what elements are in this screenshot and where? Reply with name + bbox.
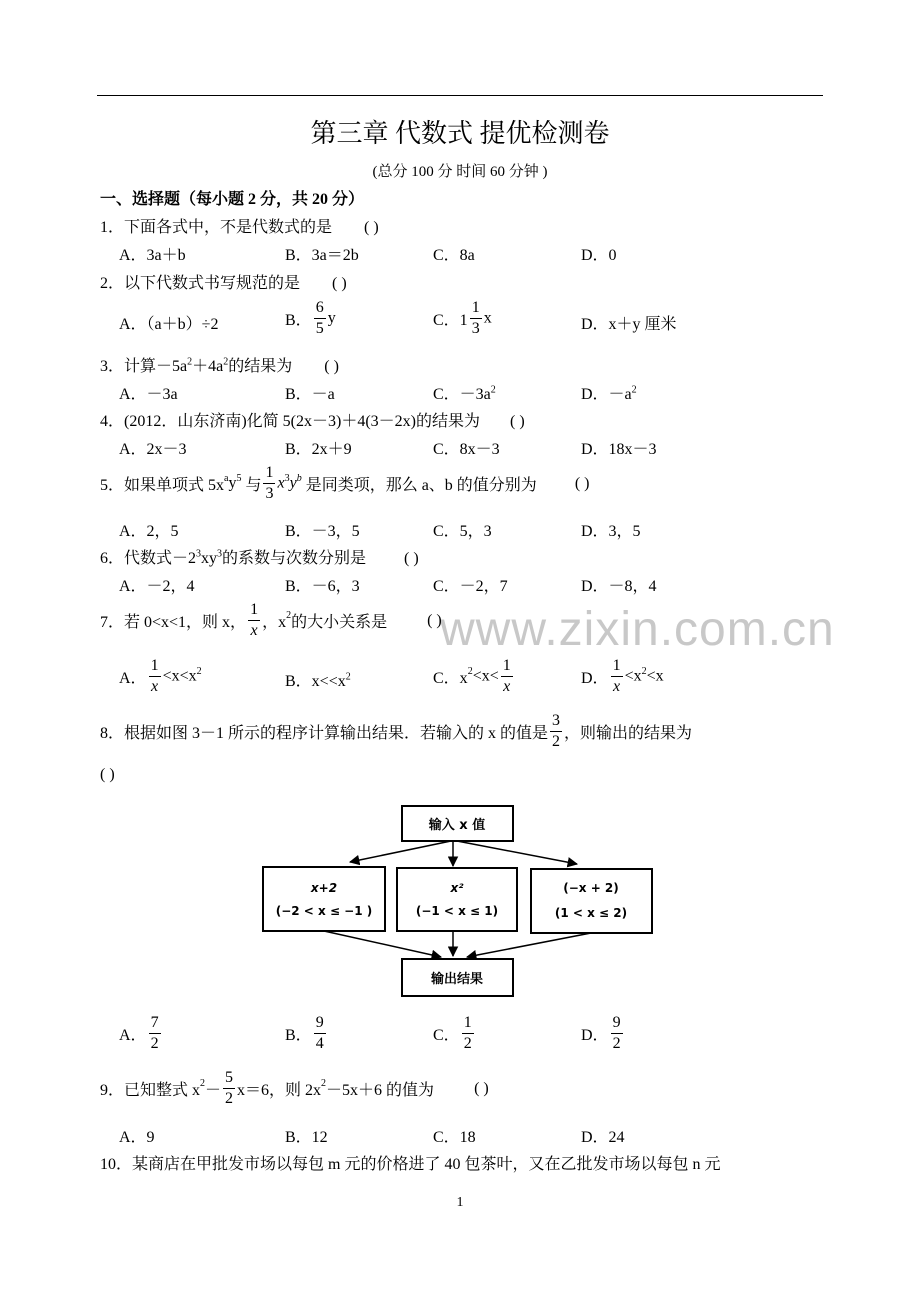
exponent: 2 bbox=[490, 384, 496, 396]
q4-option-d: D．18x－3 bbox=[581, 441, 657, 458]
answer-paren: ( ) bbox=[364, 219, 379, 236]
denominator: 2 bbox=[150, 1035, 159, 1052]
answer-paren: ( ) bbox=[404, 550, 419, 567]
option-text: <x< bbox=[472, 667, 499, 685]
stem-part: 的大小关系是 bbox=[291, 614, 388, 631]
q1-option-d: D．0 bbox=[581, 247, 617, 264]
variable: x bbox=[483, 309, 492, 327]
denominator: x bbox=[613, 678, 621, 695]
option-label: D． bbox=[581, 670, 609, 687]
option-text: D．－a bbox=[581, 386, 632, 403]
q1-option-c: C．8a bbox=[433, 247, 475, 264]
answer-paren: ( ) bbox=[509, 413, 525, 430]
top-rule bbox=[97, 95, 823, 96]
question-5 bbox=[100, 463, 589, 504]
q8-option-c bbox=[433, 1013, 476, 1054]
numerator: 6 bbox=[314, 298, 326, 319]
watermark: www.zixin.com.cn bbox=[440, 603, 835, 656]
fraction bbox=[248, 600, 260, 641]
q9-option-a: A．9 bbox=[119, 1129, 155, 1146]
exponent: 3 bbox=[196, 548, 202, 560]
arrow-merge-right bbox=[467, 933, 591, 957]
stem-part: － bbox=[205, 1082, 222, 1099]
branch-box-2 bbox=[397, 868, 517, 931]
fraction bbox=[470, 298, 482, 339]
option-text: <x<x bbox=[162, 667, 197, 685]
denominator: x bbox=[151, 678, 159, 695]
flowchart-figure bbox=[255, 800, 670, 1005]
fraction bbox=[462, 1013, 474, 1054]
fraction bbox=[263, 463, 275, 504]
option-label: A． bbox=[119, 670, 147, 687]
q1-option-a: A．3a＋b bbox=[119, 247, 186, 264]
option-text: B．x<<x bbox=[285, 673, 346, 690]
stem-part: 5．如果单项式 5x bbox=[100, 477, 225, 494]
q2-option-c bbox=[433, 298, 492, 339]
denominator: 2 bbox=[552, 733, 561, 750]
branch-box-1 bbox=[263, 867, 385, 931]
branch-3-expr: (−x + 2) bbox=[563, 881, 619, 895]
stem-part: ，x bbox=[262, 614, 287, 631]
option-text: <x bbox=[646, 667, 664, 685]
numerator: 1 bbox=[149, 656, 161, 677]
fraction bbox=[314, 298, 326, 339]
exponent: 2 bbox=[641, 665, 647, 677]
numerator: 1 bbox=[248, 600, 260, 621]
answer-paren: ( ) bbox=[474, 1079, 489, 1097]
question-stem: 1．下面各式中，不是代数式的是 bbox=[100, 219, 333, 236]
stem-part: xy bbox=[201, 550, 218, 567]
q7-option-a bbox=[119, 656, 202, 697]
option-label: C． bbox=[433, 1027, 460, 1044]
option-label: A． bbox=[119, 1027, 147, 1044]
option-label: C．x bbox=[433, 670, 468, 687]
answer-paren: ( ) bbox=[427, 611, 442, 629]
arrow-merge-left bbox=[324, 931, 441, 957]
denominator: x bbox=[503, 678, 511, 695]
variable: x bbox=[277, 474, 285, 492]
q7-option-c bbox=[433, 656, 515, 697]
stem-part: ＋4a bbox=[192, 358, 224, 375]
exponent: 2 bbox=[345, 671, 351, 683]
q8-option-d bbox=[581, 1013, 625, 1054]
stem-part: 与 bbox=[241, 477, 262, 494]
stem-part: 8．根据如图 3－1 所示的程序计算输出结果．若输入的 x 的值是 bbox=[100, 725, 549, 742]
q4-option-b: B．2x＋9 bbox=[285, 441, 352, 458]
question-6 bbox=[100, 545, 419, 568]
fraction bbox=[611, 1013, 623, 1054]
answer-paren: ( ) bbox=[324, 358, 339, 375]
question-2 bbox=[100, 270, 347, 293]
branch-2-expr: x² bbox=[450, 881, 464, 895]
numerator: 9 bbox=[314, 1013, 326, 1034]
stem-part: ，则输出的结果为 bbox=[564, 725, 693, 742]
option-label: B． bbox=[285, 1027, 312, 1044]
stem-part: 7．若 0<x<1，则 x， bbox=[100, 614, 247, 631]
answer-paren: ( ) bbox=[332, 275, 347, 292]
branch-box-3 bbox=[531, 869, 652, 933]
exponent: 3 bbox=[284, 472, 290, 484]
branch-2-range: (−1 < x ≤ 1) bbox=[415, 904, 499, 918]
question-stem: 4．(2012．山东济南)化简 5(2x－3)＋4(3－2x)的结果为 bbox=[100, 413, 480, 430]
numerator: 7 bbox=[149, 1013, 161, 1034]
stem-part: 3．计算－5a bbox=[100, 358, 188, 375]
output-label: 输出结果 bbox=[430, 972, 484, 987]
page-title: 第三章 代数式 提优检测卷 bbox=[310, 119, 610, 148]
question-3 bbox=[100, 353, 339, 376]
q7-option-b bbox=[285, 668, 351, 691]
numerator: 1 bbox=[501, 656, 513, 677]
q5-option-a: A．2，5 bbox=[119, 523, 179, 540]
denominator: 2 bbox=[463, 1035, 472, 1052]
question-8 bbox=[100, 711, 692, 752]
q4-option-c: C．8x－3 bbox=[433, 441, 500, 458]
numerator: 3 bbox=[550, 711, 562, 732]
q9-option-b: B．12 bbox=[285, 1129, 328, 1146]
input-label: 输入 x 值 bbox=[428, 818, 486, 833]
q8-answer-paren: ( ) bbox=[100, 766, 115, 783]
q5-option-d: D．3，5 bbox=[581, 523, 641, 540]
branch-1-range: (−2 < x ≤ −1 ) bbox=[275, 904, 373, 918]
denominator: 2 bbox=[225, 1090, 234, 1107]
stem-part: x＝6，则 2x bbox=[237, 1082, 322, 1099]
arrow-left bbox=[350, 841, 451, 862]
q1-option-b: B．3a＝2b bbox=[285, 247, 359, 264]
variable: y bbox=[289, 474, 297, 492]
arrow-right bbox=[457, 841, 577, 864]
q8-option-b bbox=[285, 1013, 328, 1054]
denominator: x bbox=[250, 622, 258, 639]
option-label: D． bbox=[581, 1027, 609, 1044]
q3-option-b: B．－a bbox=[285, 386, 335, 403]
exponent: b bbox=[296, 472, 302, 484]
q2-option-a: A．（a＋b）÷2 bbox=[119, 316, 219, 333]
q5-option-b: B．－3，5 bbox=[285, 523, 360, 540]
exponent: a bbox=[224, 472, 229, 484]
option-text: C．－3a bbox=[433, 386, 491, 403]
question-4 bbox=[100, 408, 525, 431]
fraction bbox=[550, 711, 562, 752]
exponent: 2 bbox=[200, 1077, 206, 1089]
stem-part: 9．已知整式 x bbox=[100, 1082, 201, 1099]
exponent: 3 bbox=[217, 548, 223, 560]
exponent: 2 bbox=[467, 665, 473, 677]
question-9 bbox=[100, 1068, 489, 1109]
fraction bbox=[314, 1013, 326, 1054]
fraction bbox=[223, 1068, 235, 1109]
question-7 bbox=[100, 600, 442, 641]
q8-option-a bbox=[119, 1013, 163, 1054]
numerator: 5 bbox=[223, 1068, 235, 1089]
variable: y bbox=[327, 309, 336, 327]
stem-part: 是同类项，那么 a、b 的值分别为 bbox=[301, 477, 537, 494]
denominator: 4 bbox=[315, 1035, 324, 1052]
page-subtitle: (总分 100 分 时间 60 分钟 ) bbox=[372, 164, 548, 180]
q6-option-b: B．－6，3 bbox=[285, 578, 360, 595]
option-text: <x bbox=[624, 667, 642, 685]
q6-option-c: C．－2，7 bbox=[433, 578, 508, 595]
answer-paren: ( ) bbox=[574, 474, 590, 492]
fraction bbox=[611, 656, 623, 697]
stem-part: 的系数与次数分别是 bbox=[222, 550, 367, 567]
q9-option-d: D．24 bbox=[581, 1129, 625, 1146]
stem-part: 的结果为 bbox=[228, 358, 293, 375]
denominator: 5 bbox=[315, 320, 324, 337]
q7-option-d bbox=[581, 656, 664, 697]
q6-option-d: D．－8，4 bbox=[581, 578, 657, 595]
q2-option-d: D．x＋y 厘米 bbox=[581, 316, 677, 333]
exponent: 2 bbox=[223, 356, 229, 368]
stem-part: 6．代数式－2 bbox=[100, 550, 197, 567]
numerator: 1 bbox=[462, 1013, 474, 1034]
q9-option-c: C．18 bbox=[433, 1129, 476, 1146]
fraction bbox=[149, 656, 161, 697]
denominator: 2 bbox=[612, 1035, 621, 1052]
exponent: 2 bbox=[631, 384, 637, 396]
denominator: 3 bbox=[471, 320, 480, 337]
exponent: 2 bbox=[286, 609, 292, 621]
exponent: 2 bbox=[187, 356, 193, 368]
question-1 bbox=[100, 214, 379, 237]
numerator: 1 bbox=[263, 463, 275, 484]
denominator: 3 bbox=[265, 485, 274, 502]
option-label: C．1 bbox=[433, 312, 468, 329]
fraction bbox=[149, 1013, 161, 1054]
stem-part: y bbox=[228, 474, 237, 492]
numerator: 9 bbox=[611, 1013, 623, 1034]
section-heading: 一、选择题（每小题 2 分，共 20 分） bbox=[100, 191, 365, 208]
question-10: 10．某商店在甲批发市场以每包 m 元的价格进了 40 包茶叶，又在乙批发市场以每包 n 元 bbox=[100, 1156, 721, 1173]
exponent: 2 bbox=[321, 1077, 327, 1089]
q3-option-a: A．－3a bbox=[119, 386, 178, 403]
q6-option-a: A．－2，4 bbox=[119, 578, 195, 595]
q3-option-d bbox=[581, 381, 637, 404]
question-stem: 2．以下代数式书写规范的是 bbox=[100, 275, 301, 292]
exponent: 2 bbox=[196, 665, 202, 677]
branch-1-expr: x+2 bbox=[310, 881, 338, 895]
option-label: B． bbox=[285, 312, 312, 329]
stem-part: －5x＋6 的值为 bbox=[326, 1082, 435, 1099]
q4-option-a: A．2x－3 bbox=[119, 441, 187, 458]
q3-option-c bbox=[433, 381, 496, 404]
q5-option-c: C．5，3 bbox=[433, 523, 492, 540]
page-number: 1 bbox=[456, 1195, 464, 1210]
q2-option-b bbox=[285, 298, 336, 339]
numerator: 1 bbox=[611, 656, 623, 677]
branch-3-range: (1 < x ≤ 2) bbox=[554, 906, 628, 920]
numerator: 1 bbox=[470, 298, 482, 319]
fraction bbox=[501, 656, 513, 697]
exponent: 5 bbox=[236, 472, 242, 484]
